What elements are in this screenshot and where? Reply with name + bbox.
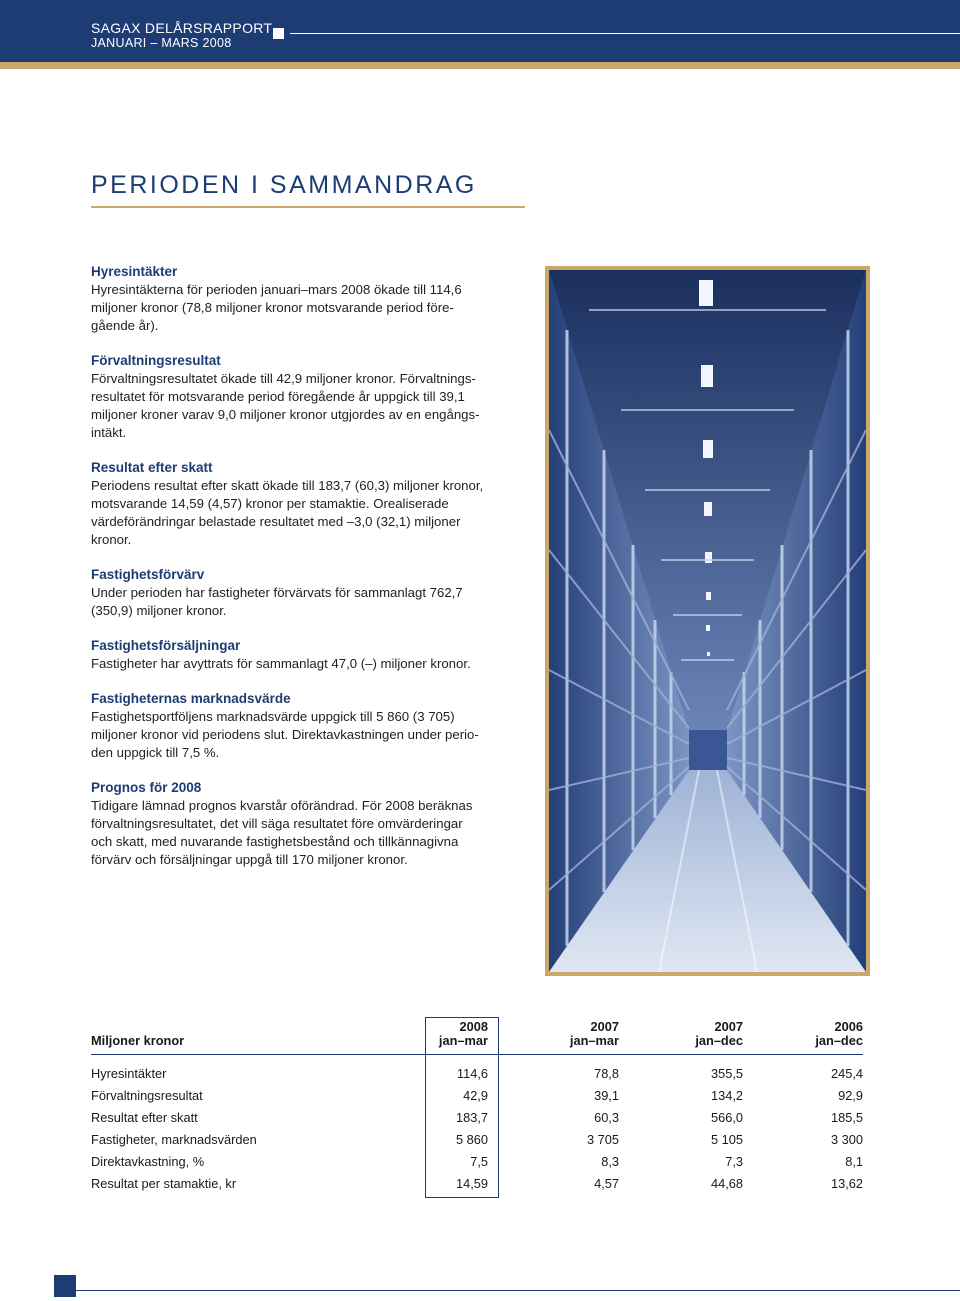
report-period: JANUARI – MARS 2008	[91, 36, 232, 50]
cell-value: 92,9	[838, 1088, 863, 1103]
cell-value: 60,3	[594, 1110, 619, 1125]
cell-value: 5 860	[455, 1132, 488, 1147]
row-label: Fastigheter, marknadsvärden	[91, 1132, 257, 1147]
header-square-icon	[273, 28, 284, 39]
section-heading: Resultat efter skatt	[91, 460, 213, 475]
cell-value: 39,1	[594, 1088, 619, 1103]
report-title: SAGAX DELÅRSRAPPORT	[91, 20, 273, 36]
section-body: Fastigheter har avyttrats för sammanlagt 47,0 (–) miljoner kronor.	[91, 656, 471, 671]
cell-value: 114,6	[456, 1066, 488, 1081]
warehouse-photo	[545, 266, 870, 976]
cell-value: 3 705	[586, 1132, 619, 1147]
table-row	[91, 1107, 863, 1129]
section-heading: Fastighetsförvärv	[91, 567, 205, 582]
title-underline	[91, 206, 525, 208]
column-header: 2008 jan–mar	[438, 1019, 488, 1048]
cell-value: 44,68	[710, 1176, 743, 1191]
section-heading: Fastighetsförsäljningar	[91, 638, 241, 653]
cell-value: 185,5	[830, 1110, 863, 1125]
section-fastighetsforvarv	[91, 566, 531, 620]
section-marknadsvarde	[91, 690, 531, 762]
cell-value: 8,1	[845, 1154, 863, 1169]
section-body: Under perioden har fastigheter förvärvats för sammanlagt 762,7 (350,9) miljoner kronor.	[91, 585, 463, 618]
footer-square-icon	[54, 1275, 76, 1297]
cell-value: 14,59	[455, 1176, 488, 1191]
row-label: Förvaltningsresultat	[91, 1088, 203, 1103]
table-row	[91, 1129, 863, 1151]
cell-value: 245,4	[830, 1066, 863, 1081]
table-label-header: Miljoner kronor	[91, 1033, 185, 1048]
section-heading: Förvaltningsresultat	[91, 353, 221, 368]
report-header	[0, 0, 960, 62]
cell-value: 134,2	[710, 1088, 743, 1103]
cell-value: 42,9	[463, 1088, 488, 1103]
page-title: PERIODEN I SAMMANDRAG	[91, 171, 477, 199]
row-label: Resultat per stamaktie, kr	[91, 1176, 237, 1191]
table-row	[91, 1173, 863, 1195]
warehouse-photo-icon	[549, 270, 866, 972]
section-heading: Fastigheternas marknadsvärde	[91, 691, 291, 706]
table-row	[91, 1151, 863, 1173]
section-body: Förvaltningsresultatet ökade till 42,9 miljoner kronor. Förvaltnings- resultatet för motsvarande period föregående år uppgick till 39,1 miljoner kroner varav 9,0 miljoner kronor utgjordes av en engångs- intäkt.	[91, 371, 480, 440]
column-header: 2007 jan–mar	[569, 1019, 619, 1048]
column-header: 2007 jan–dec	[695, 1019, 743, 1048]
section-fastighetsforsaljningar	[91, 637, 531, 673]
section-body: Hyresintäkterna för perioden januari–mars 2008 ökade till 114,6 miljoner kronor (78,8 miljoner kronor motsvarande period före- gående år).	[91, 282, 462, 333]
header-accent-band	[0, 62, 960, 69]
section-prognos	[91, 779, 531, 869]
row-label: Direktavkastning, %	[91, 1154, 205, 1169]
cell-value: 3 300	[830, 1132, 863, 1147]
key-figures-table	[91, 1020, 863, 1195]
table-row	[91, 1085, 863, 1107]
cell-value: 13,62	[830, 1176, 863, 1191]
section-body: Periodens resultat efter skatt ökade till 183,7 (60,3) miljoner kronor, motsvarande 14,59 (4,57) kronor per stamaktie. Orealiserade värdeförändringar belastade resultatet med –3,0 (32,1) miljoner kronor.	[91, 478, 484, 547]
section-heading: Hyresintäkter	[91, 264, 178, 279]
header-divider	[290, 33, 960, 34]
section-body: Fastighetsportföljens marknadsvärde uppgick till 5 860 (3 705) miljoner kronor vid periodens slut. Direktavkastningen under perio- den uppgick till 7,5 %.	[91, 709, 479, 760]
row-label: Hyresintäkter	[91, 1066, 167, 1081]
cell-value: 7,3	[725, 1154, 743, 1169]
section-forvaltningsresultat	[91, 352, 531, 442]
table-header-row	[91, 1020, 863, 1055]
section-heading: Prognos för 2008	[91, 780, 202, 795]
cell-value: 183,7	[455, 1110, 488, 1125]
cell-value: 78,8	[594, 1066, 619, 1081]
cell-value: 8,3	[601, 1154, 619, 1169]
row-label: Resultat efter skatt	[91, 1110, 198, 1125]
cell-value: 7,5	[470, 1154, 488, 1169]
cell-value: 566,0	[710, 1110, 743, 1125]
cell-value: 355,5	[710, 1066, 743, 1081]
section-hyresintakter	[91, 263, 531, 335]
summary-sections	[91, 263, 531, 886]
cell-value: 4,57	[594, 1176, 619, 1191]
table-row	[91, 1055, 863, 1086]
column-header: 2006 jan–dec	[815, 1019, 863, 1048]
section-body: Tidigare lämnad prognos kvarstår oförändrad. För 2008 beräknas förvaltningsresultatet, det vill säga resultatet före omvärderingar och skatt, med nuvarande fastighetsbestånd och tillkännagivna förvärv och försäljningar uppgå till 170 miljoner kronor.	[91, 798, 473, 867]
footer-divider	[76, 1290, 960, 1291]
section-resultat-efter-skatt	[91, 459, 531, 549]
cell-value: 5 105	[710, 1132, 743, 1147]
